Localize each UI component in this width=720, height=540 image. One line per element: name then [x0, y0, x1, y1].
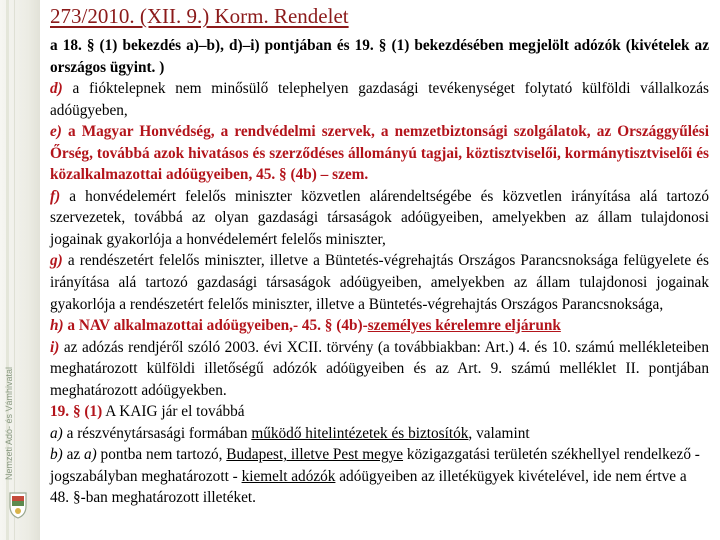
item-i [50, 337, 709, 402]
section-19 [50, 401, 709, 423]
section-19-ref: 19. § (1) [50, 403, 103, 421]
item-d [50, 78, 709, 121]
item-b-text3: közigazgatási területén székhellyel rendelkező - jogszabályban meghatározott - [50, 446, 700, 485]
intro-lead: a 18. § (1) bekezdés a)–b), d)–i) pontjában és 19. § (1) bekezdésében megjelölt adózók (kivételek az országos ügyint. ) [50, 37, 709, 76]
item-f-marker: f) [50, 187, 61, 205]
item-g-marker: g) [50, 252, 63, 270]
regulation-text [50, 35, 709, 509]
section-19-text: A KAIG jár el továbbá [102, 403, 245, 421]
item-d-text: a fióktelepnek nem minősülő telephelyen gazdasági tevékenységet folytató külföldi vállalkozás adóügyeben, [50, 80, 709, 119]
item-d-marker: d) [50, 80, 63, 98]
item-b-text4: adóügyeiben az illetékügyek kivételével, ide nem értve a 48. §-ban meghatározott illetéket. [50, 467, 687, 507]
item-h [50, 315, 709, 337]
item-f-text: a honvédelemért felelős miniszter közvetlen alárendeltségébe és közvetlen irányítása alá tartozó szervezetek, továbbá az olyan gazdasági társaságok adóügyeiben, amelyekben az állam tulajdonosi jogainak gyakorlója a honvédelemért felelős miniszter, [50, 187, 709, 248]
item-g-text: a rendészetért felelős miniszter, illetve a Büntetés-végrehajtás Országos Parancsnoksága felügyelete és irányítása alá tartozó gazdasági társaságok adóügyeiben, amelyekben az állam tulajdonosi jogainak gyakorlója a rendészetért felelős miniszter, illetve a Büntetés-végrehajtás Országos Parancsnoksága, [50, 252, 709, 313]
item-b-text2: pontba nem tartozó, [96, 446, 227, 464]
item-h-text: a NAV alkalmazottai adóügyeiben,- 45. § (4b)- [63, 317, 368, 335]
item-a-tail: , valamint [468, 424, 530, 442]
sidebar-decoration [0, 0, 40, 540]
item-b-text1: az [62, 446, 84, 464]
item-e-text: a Magyar Honvédség, a rendvédelmi szervek, a nemzetbiztonsági szolgálatok, az Országgyűlési Őrség, továbbá azok hivatásos és szerződéses állományú tagjai, köztisztviselői, kormánytisztviselői és közalkalmazottai adóügyeiben, 45. § (4b) – szem. [50, 123, 709, 184]
item-e-marker: e) [50, 123, 62, 141]
item-b-ref: a) [83, 446, 97, 464]
sidebar-logo-text: Nemzeti Adó- és Vámhivatal [4, 366, 14, 480]
item-h-marker: h) [50, 317, 64, 335]
item-a [50, 423, 709, 445]
paragraph-intro [50, 35, 709, 78]
item-b-region: Budapest, illetve Pest megye [226, 446, 404, 464]
item-a-text: a részvénytársasági formában [62, 424, 252, 442]
page-title: 273/2010. (XII. 9.) Korm. Rendelet [50, 4, 349, 28]
item-b-marker: b) [50, 446, 63, 464]
item-f [50, 186, 709, 251]
item-b [50, 444, 709, 509]
item-b-key-taxpayers: kiemelt adózók [241, 467, 336, 485]
item-h-underlined: személyes kérelemre eljárunk [367, 317, 561, 335]
item-a-underlined: működő hitelintézetek és biztosítók [251, 424, 469, 442]
item-i-marker: i) [50, 338, 60, 356]
item-i-text: az adózás rendjéről szóló 2003. évi XCII. törvény (a továbbiakban: Art.) 4. és 10. számú mellékleteiben meghatározott külföldi illetőségű adózók adóügyeiben és az Art. 9. számú melléklet II. pontjában meghatározott adóügyekben. [50, 338, 709, 399]
item-e [50, 121, 709, 186]
item-a-marker: a) [50, 424, 63, 442]
item-g [50, 250, 709, 315]
nav-emblem-icon [6, 490, 30, 520]
